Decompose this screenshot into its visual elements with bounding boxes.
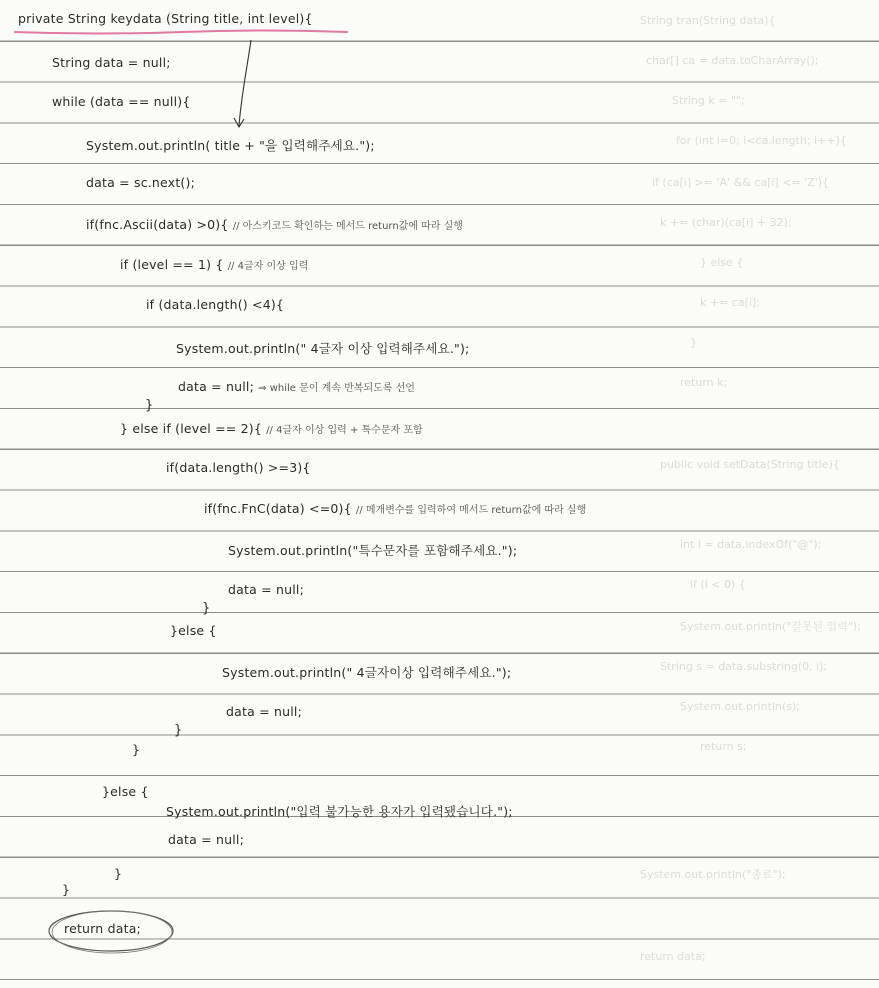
code-text: if(fnc.Ascii(data) >0){: [86, 217, 229, 232]
code-line: [62, 882, 70, 897]
code-line: [222, 663, 511, 681]
code-line: [102, 784, 149, 799]
bleed-line: }: [690, 336, 697, 349]
bleed-line: String k = "";: [672, 94, 745, 107]
code-line: [146, 297, 284, 312]
bleed-line: return s;: [700, 740, 747, 753]
bleed-line: return data;: [640, 950, 706, 963]
code-text: data = null;: [178, 379, 254, 394]
code-line: [114, 866, 122, 881]
code-line: [204, 501, 586, 516]
bleed-line: System.out.println("잘못된 입력");: [680, 620, 861, 633]
code-text: if (level == 1) {: [120, 257, 224, 272]
method-signature: [18, 11, 313, 26]
return-statement: [64, 921, 141, 936]
code-text: while (data == null){: [52, 94, 191, 109]
bleed-line: String tran(String data){: [640, 14, 776, 27]
code-text: }else {: [170, 623, 217, 638]
closing-brace: }: [174, 723, 183, 738]
code-text: data = null;: [226, 704, 302, 719]
code-text: System.out.println(" 4글자 이상 입력해주세요.");: [176, 341, 470, 356]
code-text: data = null;: [228, 582, 304, 597]
bleed-line: for (int i=0; i<ca.length; i++){: [676, 134, 847, 147]
code-line: [52, 94, 191, 109]
code-text: if(fnc.FnC(data) <=0){: [204, 501, 352, 516]
closing-brace: }: [145, 398, 154, 413]
code-line: [132, 742, 140, 757]
bleed-line: k += ca[i];: [700, 296, 760, 309]
hand-drawn-arrow: [225, 38, 255, 130]
code-comment: ⇒ while 문이 계속 반복되도록 선언: [258, 383, 415, 394]
code-text: }else {: [102, 784, 149, 799]
code-line: [168, 832, 244, 847]
bleed-line: if (i < 0) {: [690, 578, 746, 591]
code-comment: // 아스키코드 확인하는 메서드 return값에 따라 실행: [232, 221, 464, 232]
code-line: [86, 217, 463, 232]
bleed-line: public void setData(String title){: [660, 458, 840, 471]
code-line: [226, 704, 302, 719]
code-comment: // 4글자 이상 입력 + 특수문자 포함: [266, 425, 423, 436]
code-comment: // 4글자 이상 입력: [227, 261, 309, 272]
code-line: [228, 541, 517, 559]
bleed-line: k += (char)(ca[i] + 32);: [660, 216, 792, 229]
code-text: if (data.length() <4){: [146, 297, 285, 312]
code-line: [52, 55, 171, 70]
closing-brace: }: [202, 601, 211, 616]
code-line: [120, 257, 308, 272]
code-comment: // 메개변수를 입력하여 메서드 return값에 따라 실행: [355, 505, 587, 516]
code-text: data = null;: [168, 832, 244, 847]
signature-underline: [14, 29, 348, 35]
code-text: System.out.println("특수문자를 포함해주세요.");: [228, 543, 518, 558]
code-text: System.out.println( title + "을 입력해주세요.");: [86, 138, 375, 153]
code-text: System.out.println("입력 불가능한 용자가 입력됐습니다.");: [166, 804, 513, 819]
code-line: [170, 623, 217, 638]
code-line: [166, 802, 513, 820]
code-line: [86, 175, 195, 190]
code-text: data = sc.next();: [86, 175, 195, 190]
code-text: String data = null;: [52, 55, 171, 70]
code-line: [228, 582, 304, 597]
code-text: }: [114, 866, 123, 881]
bleed-line: char[] ca = data.toCharArray();: [646, 54, 819, 67]
code-line: [176, 339, 469, 357]
code-text: private String keydata (String title, int level){: [18, 11, 313, 26]
bleed-line: System.out.println("종료");: [640, 868, 786, 881]
code-text: if(data.length() >=3){: [166, 460, 311, 475]
bleed-line: System.out.println(s);: [680, 700, 800, 713]
code-text: } else if (level == 2){: [120, 421, 262, 436]
bleed-line: String s = data.substring(0, i);: [660, 660, 828, 673]
bleed-line: if (ca[i] >= 'A' && ca[i] <= 'Z'){: [652, 176, 830, 189]
code-line: [178, 379, 415, 394]
code-line: [86, 136, 375, 154]
code-line: [120, 421, 423, 436]
bleed-line: return k;: [680, 376, 728, 389]
bleed-line: } else {: [700, 256, 744, 269]
code-text: }: [132, 742, 141, 757]
code-text: }: [62, 882, 71, 897]
bleed-line: int i = data.indexOf("@");: [680, 538, 822, 551]
code-text: System.out.println(" 4글자이상 입력해주세요.");: [222, 665, 512, 680]
code-text: return data;: [64, 921, 141, 936]
code-line: [166, 460, 311, 475]
